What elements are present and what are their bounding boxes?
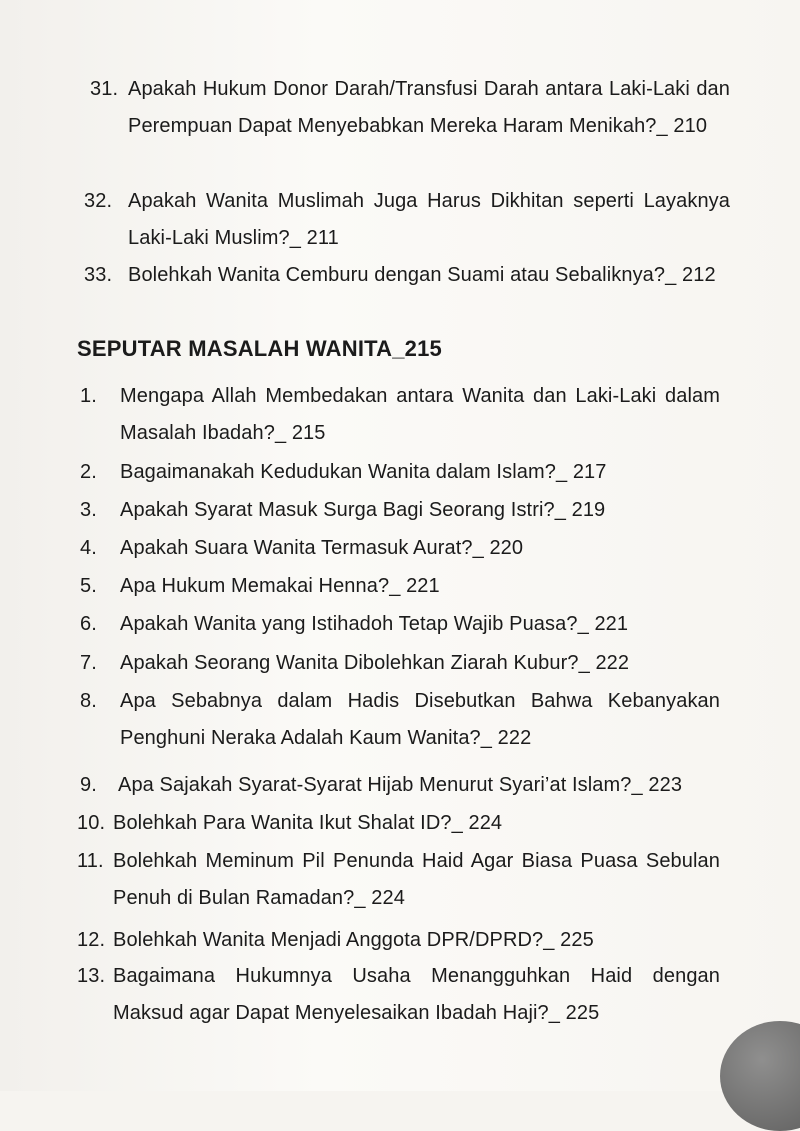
toc-entry-32 xyxy=(84,183,730,257)
entry-text: Mengapa Allah Membedakan antara Wanita dan Laki-Laki dalam Masalah Ibadah?_ 215 xyxy=(120,385,720,444)
entry-text: Bolehkah Wanita Cemburu dengan Suami atau Sebaliknya?_ 212 xyxy=(128,264,716,286)
entry-text: Apa Hukum Memakai Henna?_ 221 xyxy=(120,575,440,597)
toc-entry-12 xyxy=(77,922,720,959)
entry-text: Apakah Wanita yang Istihadoh Tetap Wajib Puasa?_ 221 xyxy=(120,613,629,635)
entry-number: 13. xyxy=(77,965,106,987)
entry-number: 9. xyxy=(80,774,97,796)
entry-text: Apa Sebabnya dalam Hadis Disebutkan Bahwa Kebanyakan Penghuni Neraka Adalah Kaum Wanita?_ 222 xyxy=(120,690,720,749)
entry-number: 33. xyxy=(84,264,113,286)
entry-number: 12. xyxy=(77,929,106,951)
toc-entry-3 xyxy=(80,492,720,529)
toc-entry-5 xyxy=(80,568,720,605)
toc-entry-9 xyxy=(80,767,720,804)
toc-entry-6 xyxy=(80,606,720,643)
entry-number: 6. xyxy=(80,613,97,635)
entry-number: 1. xyxy=(80,385,97,407)
entry-number: 10. xyxy=(77,812,106,834)
toc-entry-13 xyxy=(77,958,720,1032)
entry-text: Bolehkah Meminum Pil Penunda Haid Agar Biasa Puasa Sebulan Penuh di Bulan Ramadan?_ 224 xyxy=(113,850,720,909)
entry-number: 31. xyxy=(90,78,119,100)
thumb-shadow xyxy=(720,1021,800,1131)
toc-entry-11 xyxy=(77,843,720,917)
toc-entry-10 xyxy=(77,805,720,842)
toc-entry-1 xyxy=(80,378,720,452)
entry-text: Apakah Hukum Donor Darah/Transfusi Darah antara Laki-Laki dan Perempuan Dapat Menyebabkan Mereka Haram Menikah?_ 210 xyxy=(128,78,730,137)
entry-text: Bagaimana Hukumnya Usaha Menangguhkan Haid dengan Maksud agar Dapat Menyelesaikan Ibadah Haji?_ 225 xyxy=(113,965,720,1024)
toc-entry-7 xyxy=(80,645,720,682)
entry-number: 32. xyxy=(84,190,113,212)
section-heading: SEPUTAR MASALAH WANITA_215 xyxy=(77,336,442,361)
entry-text: Apakah Suara Wanita Termasuk Aurat?_ 220 xyxy=(120,537,524,559)
entry-number: 5. xyxy=(80,575,97,597)
entry-number: 4. xyxy=(80,537,97,559)
entry-number: 7. xyxy=(80,652,97,674)
toc-entry-31 xyxy=(90,71,730,145)
toc-entry-4 xyxy=(80,530,720,567)
entry-text: Apakah Seorang Wanita Dibolehkan Ziarah Kubur?_ 222 xyxy=(120,652,630,674)
entry-number: 3. xyxy=(80,499,97,521)
entry-number: 2. xyxy=(80,461,97,483)
entry-text: Apakah Syarat Masuk Surga Bagi Seorang Istri?_ 219 xyxy=(120,499,606,521)
entry-number: 8. xyxy=(80,690,97,712)
entry-text: Apa Sajakah Syarat-Syarat Hijab Menurut Syari’at Islam?_ 223 xyxy=(118,774,683,796)
entry-text: Apakah Wanita Muslimah Juga Harus Dikhitan seperti Layaknya Laki-Laki Muslim?_ 211 xyxy=(128,190,730,249)
entry-text: Bolehkah Wanita Menjadi Anggota DPR/DPRD?_ 225 xyxy=(113,929,594,951)
entry-number: 11. xyxy=(77,850,104,872)
toc-entry-8 xyxy=(80,683,720,757)
entry-text: Bolehkah Para Wanita Ikut Shalat ID?_ 224 xyxy=(113,812,503,834)
toc-entry-33 xyxy=(84,257,730,294)
entry-text: Bagaimanakah Kedudukan Wanita dalam Islam?_ 217 xyxy=(120,461,607,483)
toc-entry-2 xyxy=(80,454,720,491)
